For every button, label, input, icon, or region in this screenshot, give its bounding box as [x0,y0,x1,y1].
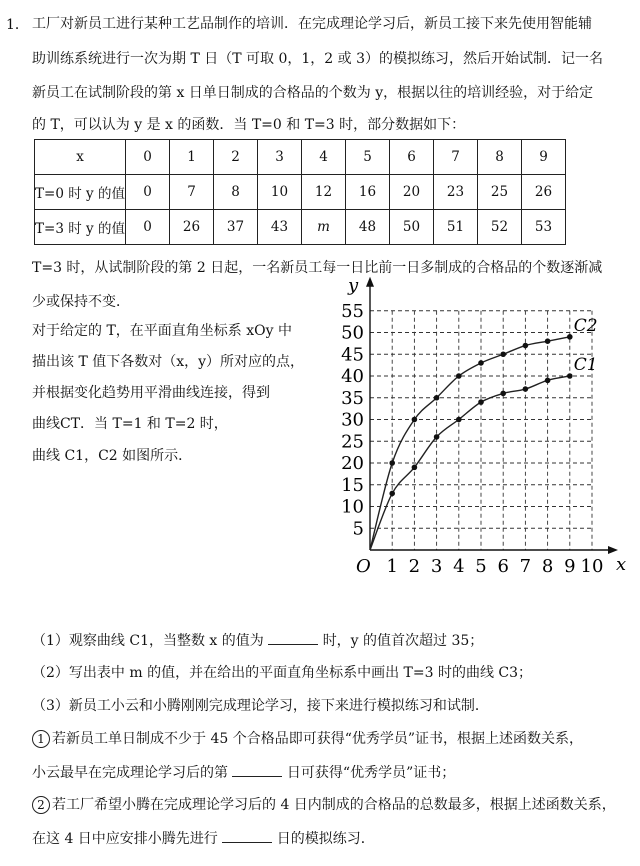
data-point [545,338,551,344]
curve-c2 [370,337,570,550]
table-cell: 7 [170,175,214,210]
origin-label: O [356,556,371,577]
sub-question-2-text: 若工厂希望小腾在完成理论学习后的 4 日内制成的合格品的总数最多，根据上述函数关系， [52,797,616,813]
table-cell: 0 [126,140,170,175]
data-point [523,386,529,392]
question-1 [32,630,483,651]
table-cell: 25 [478,175,522,210]
y-tick-label: 55 [341,300,364,322]
side-line-5: 曲线 C1，C2 如图所示． [32,448,193,464]
data-point [456,417,462,423]
data-point [434,434,440,440]
table-cell: 2 [214,140,258,175]
table-cell: 37 [214,210,258,245]
x-tick-label: 6 [497,556,509,577]
intro-line-3: 新员工在试制阶段的第 x 日单日制成的合格品的个数为 y，根据以往的培训经验，对于给定 [32,85,594,101]
table-cell: 10 [258,175,302,210]
table-cell: 0 [126,175,170,210]
data-table [34,139,566,245]
after-table-line-1: T=3 时，从试制阶段的第 2 日起，一名新员工每一日比前一日多制成的合格品的个数逐渐减 [32,260,603,276]
x-tick-label: 2 [408,556,421,577]
y-axis-label: y [348,274,359,296]
table-cell: 26 [522,175,566,210]
question-3: （3）新员工小云和小腾刚刚完成理论学习，接下来进行模拟练习和试制． [32,698,489,714]
x-tick-label: 3 [430,556,443,577]
y-tick-label: 15 [341,474,364,496]
sub-question-2-line-2 [32,828,375,849]
table-cell: 52 [478,210,522,245]
x-tick-label: 8 [541,556,554,577]
table-cell: 7 [434,140,478,175]
sub-question-1 [32,729,583,749]
y-tick-label: 5 [352,518,364,540]
coordinate-chart [340,274,640,600]
table-cell: 51 [434,210,478,245]
side-line-4: 曲线CT．当 T=1 和 T=2 时， [32,416,228,432]
side-line-1: 对于给定的 T，在平面直角坐标系 xOy 中 [32,323,292,339]
x-tick-label: 7 [519,556,532,577]
x-tick-label: 1 [386,556,398,577]
table-cell: 4 [302,140,346,175]
table-cell: 12 [302,175,346,210]
y-tick-label: 20 [341,453,364,474]
table-row [35,175,566,210]
circled-number-1: 1 [32,730,50,748]
table-cell: 50 [390,210,434,245]
question-1-text-post: 时，y 的值首次超过 35； [322,633,484,649]
table-cell: 26 [170,210,214,245]
table-cell: 9 [522,140,566,175]
x-tick-label: 4 [453,556,465,577]
table-cell: 1 [170,140,214,175]
data-point [567,334,573,340]
data-point [456,373,462,379]
data-point [389,491,395,497]
y-tick-label: 10 [341,496,364,518]
table-cell: 3 [258,140,302,175]
data-point [412,465,418,471]
x-tick-label: 9 [564,556,576,577]
table-header-row [35,140,566,175]
data-point [434,395,440,401]
x-axis-label: x [616,554,627,575]
table-cell: 6 [390,140,434,175]
x-tick-label: 5 [475,556,487,577]
circled-number-2: 2 [32,796,50,814]
data-point [412,417,418,423]
data-point [545,378,551,384]
table-cell: 48 [346,210,390,245]
intro-line-1: 工厂对新员工进行某种工艺品制作的培训．在完成理论学习后，新员工接下来先使用智能辅 [32,16,592,32]
y-tick-label: 35 [341,387,364,409]
question-2: （2）写出表中 m 的值，并在给出的平面直角坐标系中画出 T=3 时的曲线 C3； [32,665,533,681]
y-tick-label: 45 [341,344,364,366]
data-point [478,360,484,366]
data-point [567,373,573,379]
sub-question-2-text-post: 日的模拟练习． [276,831,375,847]
data-point [500,351,506,357]
table-row [35,210,566,245]
y-tick-label: 30 [341,409,364,431]
side-line-2: 描出该 T 值下各数对（x，y）所对应的点， [32,354,305,370]
curve-label: C1 [573,355,598,375]
curve-label: C2 [573,315,598,336]
intro-line-4: 的 T，可以认为 y 是 x 的函数．当 T=0 和 T=3 时，部分数据如下： [32,117,466,133]
table-cell: 43 [258,210,302,245]
sub-question-1-text: 若新员工单日制成不少于 45 个合格品即可获得“优秀学员”证书，根据上述函数关系， [52,731,584,747]
y-axis-arrow [366,277,374,287]
y-tick-label: 40 [341,366,364,387]
problem-number: 1． [6,17,29,33]
sub-question-1-text-pre: 小云最早在完成理论学习后的第 [32,765,228,781]
answer-blank[interactable] [232,762,282,777]
table-cell: 23 [434,175,478,210]
table-cell: 0 [126,210,170,245]
question-1-text-pre: （1）观察曲线 C1，当整数 x 的值为 [32,633,264,649]
answer-blank[interactable] [222,828,272,843]
table-cell: T=3 时 y 的值 [35,210,126,245]
intro-line-2: 助训练系统进行一次为期 T 日（T 可取 0，1，2 或 3）的模拟练习，然后开始试制．记一名 [32,51,604,67]
table-cell: 53 [522,210,566,245]
sub-question-2-text-pre: 在这 4 日中应安排小腾先进行 [32,831,218,847]
y-tick-label: 25 [341,431,364,453]
table-cell: 5 [346,140,390,175]
table-cell: x [35,140,126,175]
table-cell: m [302,210,346,245]
side-line-3: 并根据变化趋势用平滑曲线连接，得到 [32,385,270,401]
data-point [500,391,506,397]
x-axis-arrow [608,546,618,554]
answer-blank[interactable] [268,630,318,645]
data-point [523,343,529,349]
table-cell: 16 [346,175,390,210]
sub-question-2 [32,795,616,815]
table-cell: 20 [390,175,434,210]
x-tick-label: 10 [580,556,604,577]
sub-question-1-line-2 [32,762,455,783]
after-table-line-2: 少或保持不变． [32,294,130,310]
table-cell: 8 [214,175,258,210]
data-point [389,460,395,466]
y-tick-label: 50 [341,322,364,344]
sub-question-1-text-post: 日可获得“优秀学员”证书； [286,765,456,781]
table-cell: T=0 时 y 的值 [35,175,126,210]
table-cell: 8 [478,140,522,175]
data-point [478,399,484,405]
